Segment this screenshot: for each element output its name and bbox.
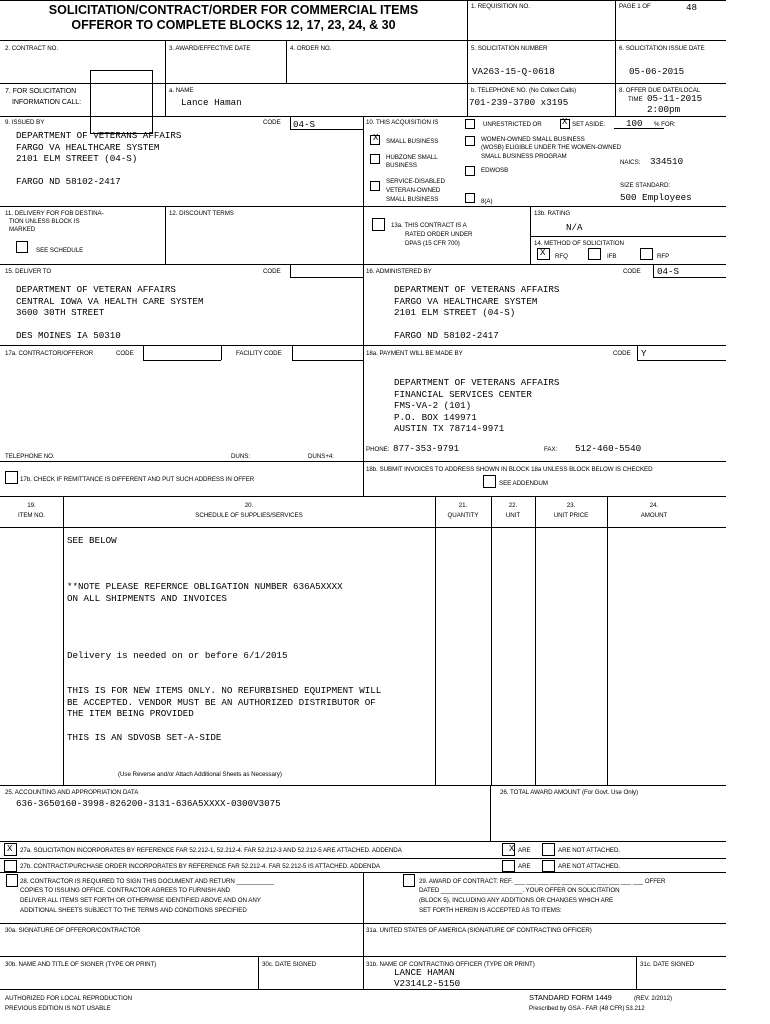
solicitation-number-label: 5. SOLICITATION NUMBER <box>471 45 548 52</box>
solicitation-number: VA263-15-Q-0618 <box>472 66 555 77</box>
deliver-to-label: 15. DELIVER TO <box>5 268 52 275</box>
hubzone-label: HUBZONE SMALL <box>386 154 438 161</box>
naics-code: 334510 <box>650 156 684 167</box>
rule <box>653 264 654 278</box>
offer-due-time: 2:00pm <box>647 104 681 115</box>
deliver-to-code-label: CODE <box>263 268 281 275</box>
schedule-sdvosb-note: THIS IS AN SDVOSB SET-A-SIDE <box>67 732 222 743</box>
rule <box>491 496 492 785</box>
remittance-checkbox[interactable] <box>5 471 18 484</box>
issue-date-label: 6. SOLICITATION ISSUE DATE <box>619 45 705 52</box>
27a-label: 27a. SOLICITATION INCORPORATES BY REFERENCE FAR 52.212-1, 52.212-4. FAR 52.212-3 AND 52.212-5 ARE ATTACHED. ADDENDA <box>20 847 402 854</box>
rule <box>290 277 363 278</box>
name-label: a. NAME <box>169 87 194 94</box>
footer-revision: (REV. 2/2012) <box>634 995 672 1002</box>
issued-by-address: DEPARTMENT OF VETERANS AFFAIRS FARGO VA HEALTHCARE SYSTEM 2101 ELM STREET (04-S) FARGO ND 58102-2417 <box>16 130 182 187</box>
officer-name: LANCE HAMAN <box>394 967 455 978</box>
form-subtitle: OFFEROR TO COMPLETE BLOCKS 12, 17, 23, 24, & 30 <box>71 18 396 32</box>
27b-are-checkbox[interactable] <box>502 860 515 872</box>
rfq-label: RFQ <box>555 253 568 260</box>
27b-are-not-label: ARE NOT ATTACHED. <box>558 863 621 870</box>
delivery-fob-label-2: TION UNLESS BLOCK IS <box>9 218 80 225</box>
delivery-fob-label: 11. DELIVERY FOR FOB DESTINA- <box>5 210 104 217</box>
rule <box>607 496 608 785</box>
administered-by-code-label: CODE <box>623 268 641 275</box>
29-checkbox[interactable] <box>403 874 415 887</box>
method-label: 14. METHOD OF SOLICITATION <box>534 240 624 247</box>
size-standard: 500 Employees <box>620 192 692 203</box>
rule <box>0 841 726 842</box>
invoice-label: 18b. SUBMIT INVOICES TO ADDRESS SHOWN IN BLOCK 18a UNLESS BLOCK BELOW IS CHECKED <box>366 466 653 473</box>
rule <box>636 956 637 989</box>
duns4-label: DUNS+4: <box>308 453 334 460</box>
rule <box>0 496 726 497</box>
contractor-code-label: CODE <box>116 350 134 357</box>
issued-by-label: 9. ISSUED BY <box>5 119 45 126</box>
col-schedule-num: 20. <box>244 502 254 509</box>
edwosb-label: EDWOSB <box>481 167 509 174</box>
27a-are-not-checkbox[interactable] <box>542 843 555 856</box>
rule <box>615 0 616 116</box>
28-line3: DELIVER ALL ITEMS SET FORTH OR OTHERWISE IDENTIFIED ABOVE AND ON ANY <box>20 897 261 904</box>
rfp-label: RFP <box>657 253 670 260</box>
naics-label: NAICS: <box>620 159 641 166</box>
requisition-label: 1. REQUISITION NO. <box>471 3 530 10</box>
rule <box>290 116 291 130</box>
rule <box>292 360 363 361</box>
offer-due-date: 05-11-2015 <box>647 93 703 104</box>
27b-checkbox[interactable] <box>4 860 17 872</box>
rating-value: N/A <box>566 222 583 233</box>
offeror-signature-label: 30a. SIGNATURE OF OFFEROR/CONTRACTOR <box>5 927 141 934</box>
eight-a-label: 8(A) <box>481 198 493 205</box>
col-unit-price: UNIT PRICE <box>553 512 589 519</box>
29-line2: DATED ________________________. YOUR OFFER ON SOLICITATION <box>419 887 620 894</box>
see-schedule-label: SEE SCHEDULE <box>36 247 84 254</box>
rule <box>363 872 364 989</box>
29-line1: 29. AWARD OF CONTRACT: REF. ___ ___ ___ ___ ___ ___ ___ ___ ___ ___ ___ OFFER <box>419 878 666 885</box>
rfq-x: X <box>540 248 546 258</box>
27b-label: 27b. CONTRACT/PURCHASE ORDER INCORPORATES BY REFERENCE FAR 52.212-4. FAR 52.212-5 IS ATTACHED. ADDENDA <box>20 863 380 870</box>
28-line2: COPIES TO ISSUING OFFICE. CONTRACTOR AGREES TO FURNISH AND <box>20 887 231 894</box>
rule <box>165 40 166 116</box>
footer-prescribed: Prescribed by GSA - FAR (48 CFR) 53.212 <box>529 1005 645 1012</box>
officer-signature-label: 31a. UNITED STATES OF AMERICA (SIGNATURE OF CONTRACTING OFFICER) <box>366 927 592 934</box>
delivery-fob-label-3: MARKED <box>9 226 36 233</box>
ifb-checkbox[interactable] <box>588 248 601 260</box>
col-quantity: QUANTITY <box>447 512 479 519</box>
payment-code-label: CODE <box>613 350 631 357</box>
total-award-label: 26. TOTAL AWARD AMOUNT (For Govt. Use Only) <box>500 789 639 796</box>
offeror-date-label: 30c. DATE SIGNED <box>262 961 317 968</box>
col-unit: UNIT <box>505 512 521 519</box>
acquisition-label: 10. THIS ACQUISITION IS <box>366 119 439 126</box>
rule <box>435 496 436 785</box>
unrestricted-checkbox[interactable] <box>465 119 475 129</box>
col-item-no-num: 19. <box>27 502 36 509</box>
rating-label: 13b. RATING <box>534 210 571 217</box>
28-checkbox[interactable] <box>6 874 18 887</box>
percent-for-label: % FOR: <box>654 121 676 128</box>
contractor-telephone-label: TELEPHONE NO. <box>5 453 55 460</box>
administered-by-label: 16. ADMINISTERED BY <box>366 268 432 275</box>
issued-by-code: 04-S <box>293 119 316 130</box>
edwosb-checkbox[interactable] <box>465 166 475 176</box>
rule <box>286 40 287 83</box>
27a-are-label: ARE <box>518 847 531 854</box>
27a-are-x: X <box>509 844 515 854</box>
payment-fax-label: FAX: <box>544 446 558 453</box>
29-line4: SET FORTH HEREIN IS ACCEPTED AS TO ITEMS: <box>419 907 562 914</box>
rule <box>292 345 293 360</box>
footer-form-number: STANDARD FORM 1449 <box>529 993 612 1002</box>
rated-order-checkbox[interactable] <box>372 218 385 231</box>
rule <box>63 496 64 785</box>
payment-phone: 877-353-9791 <box>393 443 460 454</box>
schedule-see-below: SEE BELOW <box>67 535 117 546</box>
col-unit-price-num: 23. <box>566 502 576 509</box>
accounting-data: 636-3650160-3998-826200-3131-636A5XXXX-0300V3075 <box>16 798 281 809</box>
payment-phone-label: PHONE: <box>366 446 390 453</box>
rule <box>530 206 531 264</box>
29-line3: (BLOCK 5), INCLUDING ANY ADDITIONS OR CHANGES WHICH ARE <box>419 897 614 904</box>
page-total: 48 <box>686 2 698 13</box>
schedule-reverse-note: (Use Reverse and/or Attach Additional Sheets as Necessary) <box>118 771 282 778</box>
wosb-label: WOMEN-OWNED SMALL BUSINESS <box>481 136 585 143</box>
administered-by-code: 04-S <box>657 266 680 277</box>
rule <box>221 345 222 360</box>
27b-are-not-checkbox[interactable] <box>542 860 555 872</box>
rated-order-label-3: DPAS (15 CFR 700) <box>405 240 460 247</box>
rule <box>290 264 291 278</box>
rule <box>143 345 144 360</box>
signer-name-label: 30b. NAME AND TITLE OF SIGNER (TYPE OR PRINT) <box>5 961 157 968</box>
rule <box>637 345 638 360</box>
rule <box>0 785 726 786</box>
col-unit-num: 22. <box>508 502 518 509</box>
ifb-label: IFB <box>607 253 617 260</box>
hubzone-checkbox[interactable] <box>370 154 380 164</box>
contractor-label: 17a. CONTRACTOR/OFFEROR <box>5 350 94 357</box>
hubzone-label-2: BUSINESS <box>386 162 417 169</box>
set-aside-x: X <box>562 117 568 127</box>
contact-phone: 701-239-3700 x3195 <box>469 97 569 108</box>
drawn-box-mark <box>90 70 153 134</box>
payment-code: Y <box>641 348 647 359</box>
time-label: TIME <box>628 96 643 103</box>
offer-due-label: 8. OFFER DUE DATE/LOCAL <box>619 87 701 94</box>
col-item-no: ITEM NO. <box>17 512 46 519</box>
discount-terms-label: 12. DISCOUNT TERMS <box>169 210 234 217</box>
rule <box>0 858 726 859</box>
rule <box>0 527 726 528</box>
footer-previous-edition: PREVIOUS EDITION IS NOT USABLE <box>5 1005 111 1012</box>
col-amount-num: 24. <box>649 502 659 509</box>
wosb-label-3: SMALL BUSINESS PROGRAM <box>481 153 567 160</box>
rule <box>0 989 726 990</box>
schedule-obligation-note: **NOTE PLEASE REFERNCE OBLIGATION NUMBER 636A5XXXX ON ALL SHIPMENTS AND INVOICES <box>67 581 343 604</box>
facility-code-label: FACILITY CODE <box>236 350 282 357</box>
rule <box>0 40 726 41</box>
schedule-new-items-note: THIS IS FOR NEW ITEMS ONLY. NO REFURBISHED EQUIPMENT WILL BE ACCEPTED. VENDOR MUST BE AN AUTHORIZED DISTRIBUTOR OF THE ITEM BEING PROVIDED <box>67 685 382 719</box>
rule <box>143 360 221 361</box>
small-business-x: X <box>373 133 379 143</box>
payment-label: 18a. PAYMENT WILL BE MADE BY <box>366 350 463 357</box>
rule <box>165 206 166 264</box>
duns-label: DUNS: <box>231 453 251 460</box>
accounting-label: 25. ACCOUNTING AND APPROPRIATION DATA <box>5 789 139 796</box>
rule <box>535 496 536 785</box>
rule <box>363 116 364 496</box>
officer-id: V2314L2-5150 <box>394 978 461 989</box>
set-aside-label: SET ASIDE: <box>572 121 606 128</box>
size-standard-label: SIZE STANDARD: <box>620 182 671 189</box>
contract-label: 2. CONTRACT NO. <box>5 45 59 52</box>
rfp-checkbox[interactable] <box>640 248 653 260</box>
rated-order-label-2: RATED ORDER UNDER <box>405 231 473 238</box>
sdvosb-checkbox[interactable] <box>370 181 380 191</box>
wosb-label-2: (WOSB) ELIGIBLE UNDER THE WOMEN-OWNED <box>481 144 622 151</box>
award-date-label: 3. AWARD/EFFECTIVE DATE <box>169 45 251 52</box>
info-call-label-2: INFORMATION CALL: <box>12 99 82 106</box>
rule <box>258 956 259 989</box>
page-label: PAGE 1 OF <box>619 3 651 10</box>
remittance-label: 17b. CHECK IF REMITTANCE IS DIFFERENT AND PUT SUCH ADDRESS IN OFFER <box>20 476 255 483</box>
footer-authorized: AUTHORIZED FOR LOCAL REPRODUCTION <box>5 995 133 1002</box>
sdvosb-label-3: SMALL BUSINESS <box>386 196 439 203</box>
schedule-delivery-date: Delivery is needed on or before 6/1/2015 <box>67 650 288 661</box>
rated-order-label: 13a. THIS CONTRACT IS A <box>391 222 467 229</box>
27a-are-not-label: ARE NOT ATTACHED. <box>558 847 621 854</box>
issued-by-code-label: CODE <box>263 119 281 126</box>
payment-fax: 512-460-5540 <box>575 443 642 454</box>
sdvosb-label-2: VETERAN-OWNED <box>386 187 441 194</box>
officer-name-label: 31b. NAME OF CONTRACTING OFFICER (TYPE OR PRINT) <box>366 961 535 968</box>
small-business-label: SMALL BUSINESS <box>386 138 439 145</box>
addendum-label: SEE ADDENDUM <box>499 480 548 487</box>
rule <box>637 360 726 361</box>
form-title: SOLICITATION/CONTRACT/ORDER FOR COMMERCIAL ITEMS <box>48 3 419 17</box>
see-schedule-checkbox[interactable] <box>16 241 28 253</box>
info-call-label: 7. FOR SOLICITATION <box>5 88 77 95</box>
27b-are-label: ARE <box>518 863 531 870</box>
27a-x: X <box>7 844 13 854</box>
form-border-top <box>0 0 726 1</box>
28-line4: ADDITIONAL SHEETS SUBJECT TO THE TERMS AND CONDITIONS SPECIFIED <box>20 907 247 914</box>
set-aside-percent: 100 <box>626 118 643 129</box>
payment-address: DEPARTMENT OF VETERANS AFFAIRS FINANCIAL SERVICES CENTER FMS-VA-2 (101) P.O. BOX 149971 AUSTIN TX 78714-9971 <box>394 377 560 434</box>
wosb-checkbox[interactable] <box>465 136 475 146</box>
addendum-checkbox[interactable] <box>483 475 496 488</box>
rule <box>467 0 468 116</box>
order-label: 4. ORDER NO. <box>290 45 332 52</box>
administered-by-address: DEPARTMENT OF VETERANS AFFAIRS FARGO VA HEALTHCARE SYSTEM 2101 ELM STREET (04-S) FARGO ND 58102-2417 <box>394 284 560 341</box>
rule <box>490 785 491 841</box>
col-quantity-num: 21. <box>458 502 468 509</box>
col-amount: AMOUNT <box>640 512 668 519</box>
unrestricted-label: UNRESTRICTED OR <box>483 121 542 128</box>
telephone-label: b. TELEPHONE NO. (No Collect Calls) <box>471 87 577 94</box>
deliver-to-address: DEPARTMENT OF VETERAN AFFAIRS CENTRAL IOWA VA HEALTH CARE SYSTEM 3600 30TH STREET DES MOINES IA 50310 <box>16 284 204 341</box>
28-line1: 28. CONTRACTOR IS REQUIRED TO SIGN THIS DOCUMENT AND RETURN ___________ <box>20 878 274 885</box>
officer-date-label: 31c. DATE SIGNED <box>640 961 695 968</box>
issue-date: 05-06-2015 <box>629 66 685 77</box>
eight-a-checkbox[interactable] <box>465 193 475 203</box>
contact-name: Lance Haman <box>181 97 242 108</box>
rule <box>530 236 726 237</box>
col-schedule: SCHEDULE OF SUPPLIES/SERVICES <box>195 512 303 519</box>
sdvosb-label: SERVICE-DISABLED <box>386 178 445 185</box>
